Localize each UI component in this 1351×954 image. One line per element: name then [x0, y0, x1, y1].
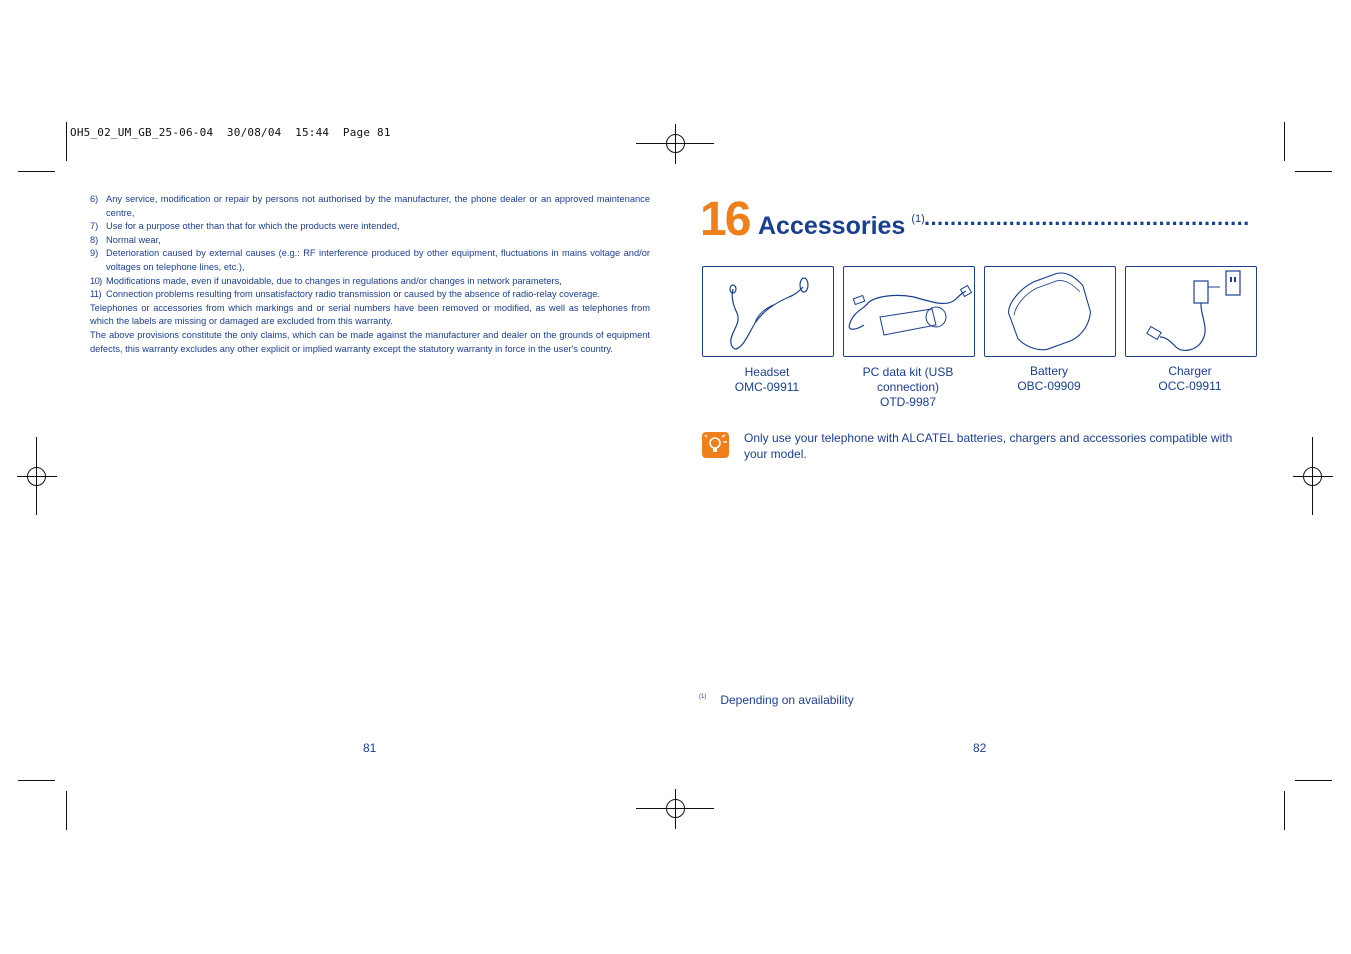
chapter-title: Accessories	[758, 212, 906, 240]
headset-icon	[703, 267, 833, 356]
list-number: 10)	[90, 275, 102, 286]
accessory-name: Headset	[744, 365, 790, 379]
list-text: Normal wear,	[106, 234, 161, 245]
footnote-mark: (1)	[699, 694, 707, 700]
registration-mark-top	[636, 124, 714, 164]
footnote	[699, 693, 854, 707]
list-number: 8)	[90, 234, 99, 245]
accessory-code: OBC-09909	[1017, 379, 1081, 393]
accessory-caption-pc-data-kit	[833, 365, 983, 410]
list-number: 7)	[90, 221, 99, 232]
warranty-exclusions	[90, 193, 650, 356]
list-number: 11)	[90, 289, 101, 300]
accessory-name-cont: connection)	[876, 380, 940, 394]
accessory-name: Battery	[1029, 364, 1068, 378]
list-number: 6)	[90, 194, 99, 204]
usb-cable-image	[843, 266, 975, 357]
title-leader-dots: ..................................................	[924, 205, 1250, 230]
accessory-name: Charger	[1168, 364, 1212, 378]
list-text: Any service, modification or repair by persons not authorised by the manufacturer, the phone dealer or an approved maintenance centre,	[106, 194, 650, 218]
accessory-code: OTD-9987	[879, 395, 937, 409]
headset-image	[702, 266, 834, 357]
accessory-name: PC data kit (USB	[862, 365, 954, 379]
registration-mark-left	[17, 437, 57, 515]
list-text: Deterioration caused by external causes (e.g.: RF interference produced by other equipment, fluctuations in mains voltage and/or voltages on telephone lines, etc.),	[106, 248, 650, 272]
printer-slug: OH5_02_UM_GB_25-06-04 30/08/04 15:44 Page 81	[70, 126, 391, 139]
chapter-number: 16	[700, 193, 750, 246]
page-number-left: 81	[363, 741, 377, 755]
warranty-paragraph: Telephones or accessories from which markings and or serial numbers have been removed or modified, as well as telephones from which the labels are missing or damaged are excluded from this warranty.	[90, 302, 650, 327]
list-item	[90, 247, 650, 274]
usb-cable-icon	[844, 267, 974, 356]
charger-image	[1125, 266, 1257, 357]
battery-image	[984, 266, 1116, 357]
tip-text: Only use your telephone with ALCATEL batteries, chargers and accessories compatible with your model.	[744, 431, 1233, 461]
list-text: Use for a purpose other than that for which the products were intended,	[106, 221, 400, 232]
accessory-caption-battery	[974, 364, 1124, 394]
list-number: 9)	[90, 248, 99, 259]
footnote-text: Depending on availability	[720, 693, 854, 707]
chapter-footnote-ref: (1)	[911, 213, 925, 225]
accessory-caption-charger	[1115, 364, 1265, 394]
registration-mark-right	[1293, 437, 1333, 515]
list-text: Connection problems resulting from unsatisfactory radio transmission or caused by the absence of radio-relay coverage.	[106, 289, 601, 300]
list-item	[90, 193, 650, 220]
lightbulb-icon	[702, 432, 729, 458]
warranty-paragraph: The above provisions constitute the only claims, which can be made against the manufacturer and dealer on the grounds of equipment defects, this warranty excludes any other explicit or implied warranty except the statutory warranty in force in the user's country.	[90, 329, 650, 354]
charger-icon	[1126, 267, 1256, 356]
accessory-caption-headset	[692, 365, 842, 395]
accessory-code: OMC-09911	[734, 380, 800, 394]
battery-icon	[985, 267, 1115, 356]
list-item	[90, 220, 650, 234]
page-number-right: 82	[973, 741, 987, 755]
list-text: Modifications made, even if unavoidable, due to changes in regulations and/or changes in network parameters,	[106, 275, 562, 286]
chapter-heading	[758, 203, 925, 242]
registration-mark-bottom	[636, 789, 714, 829]
accessory-code: OCC-09911	[1158, 379, 1222, 393]
list-item	[90, 275, 650, 289]
list-item	[90, 288, 650, 302]
list-item	[90, 234, 650, 248]
